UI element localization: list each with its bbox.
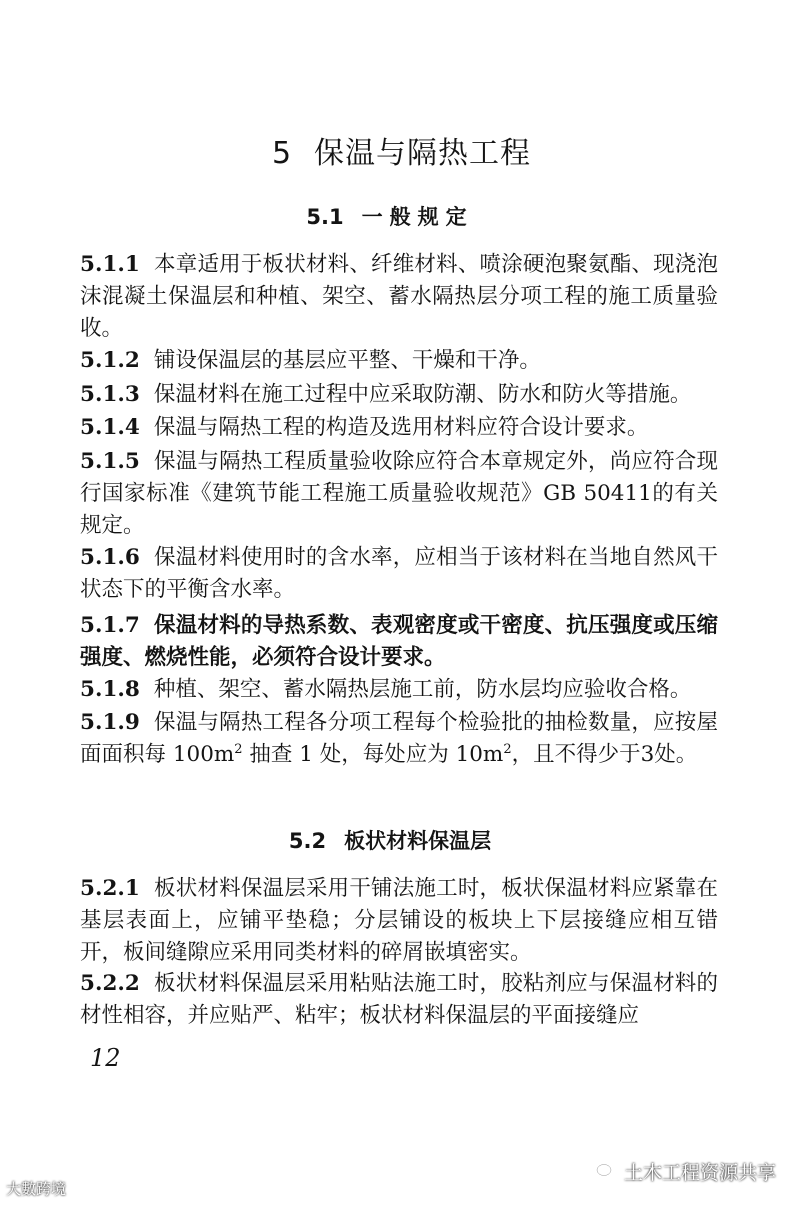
section-heading-5-2	[0, 825, 780, 855]
clause-5-2-1	[80, 873, 718, 969]
clause-5-1-5	[80, 446, 718, 542]
clause-number: 5.1.2	[80, 348, 140, 373]
wechat-icon	[596, 1163, 618, 1181]
corner-watermark: 大數跨境	[6, 1180, 67, 1198]
clause-number: 5.1.6	[80, 545, 140, 570]
clause-5-1-8	[80, 674, 718, 706]
clause-5-1-3	[80, 379, 718, 411]
clause-5-2-2	[80, 968, 718, 1032]
clause-5-1-2	[80, 345, 718, 377]
clause-number: 5.1.3	[80, 382, 140, 407]
clause-number: 5.1.5	[80, 449, 140, 474]
clause-5-1-9	[80, 707, 718, 771]
clause-number: 5.2.2	[80, 971, 140, 996]
clause-number: 5.1.9	[80, 710, 140, 735]
section-title-text: 板状材料保温层	[344, 829, 492, 853]
superscript: 2	[503, 741, 512, 757]
clause-number: 5.1.4	[80, 415, 140, 440]
section-heading-5-1	[0, 201, 780, 231]
clause-5-1-7	[80, 610, 718, 674]
clause-text: 保温材料使用时的含水率，应相当于该材料在当地自然风干状态下的平衡含水率。	[80, 545, 718, 602]
clause-text: 板状材料保温层采用干铺法施工时，板状保温材料应紧靠在基层表面上，应铺平垫稳；分层铺设的板块上下层接缝应相互错开，板间缝隙应采用同类材料的碎屑嵌填密实。	[80, 876, 718, 965]
clause-text-part-c: ，且不得少于3处。	[511, 742, 698, 767]
clause-text: 本章适用于板状材料、纤维材料、喷涂硬泡聚氨酯、现浇泡沫混凝土保温层和种植、架空、蓄水隔热层分项工程的施工质量验收。	[80, 252, 718, 341]
clause-text: 种植、架空、蓄水隔热层施工前，防水层均应验收合格。	[153, 677, 692, 702]
clause-number: 5.1.7	[80, 613, 140, 638]
clause-text: 保温与隔热工程的构造及选用材料应符合设计要求。	[153, 415, 649, 440]
section-number: 5.2	[288, 829, 327, 853]
watermark	[596, 1158, 776, 1185]
clause-5-1-6	[80, 542, 718, 606]
clause-text-part-a: 保温与隔热工程各分项工程每个检验批的抽检数量，应按屋面面积每 100m	[80, 710, 718, 767]
clause-text	[80, 710, 718, 767]
chapter-number: 5	[271, 136, 293, 171]
clause-text-part-b: 抽查 1 处，每处应为 10m	[242, 742, 504, 767]
watermark-text: 土木工程资源共享	[624, 1162, 777, 1184]
clause-text: 保温与隔热工程质量验收除应符合本章规定外，尚应符合现行国家标准《建筑节能工程施工质量验收规范》GB 50411的有关规定。	[80, 449, 718, 538]
clause-text: 板状材料保温层采用粘贴法施工时，胶粘剂应与保温材料的材性相容，并应贴严、粘牢；板状材料保温层的平面接缝应	[80, 971, 718, 1028]
clause-text: 铺设保温层的基层应平整、干燥和干净。	[153, 348, 541, 373]
clause-text-mandatory: 保温材料的导热系数、表观密度或干密度、抗压强度或压缩强度、燃烧性能，必须符合设计要求。	[80, 613, 718, 670]
superscript: 2	[234, 741, 243, 757]
clause-text: 保温材料在施工过程中应采取防潮、防水和防火等措施。	[153, 382, 692, 407]
chapter-title	[0, 128, 803, 172]
section-number: 5.1	[306, 205, 344, 229]
clause-5-1-1	[80, 249, 718, 345]
section-title-text: 一般规定	[361, 205, 474, 229]
chapter-title-text: 保温与隔热工程	[314, 136, 532, 171]
clause-number: 5.1.1	[80, 252, 140, 277]
clause-5-1-4	[80, 412, 718, 444]
clause-number: 5.1.8	[80, 677, 140, 702]
clause-number: 5.2.1	[80, 876, 140, 901]
page-number: 12	[90, 1044, 121, 1072]
